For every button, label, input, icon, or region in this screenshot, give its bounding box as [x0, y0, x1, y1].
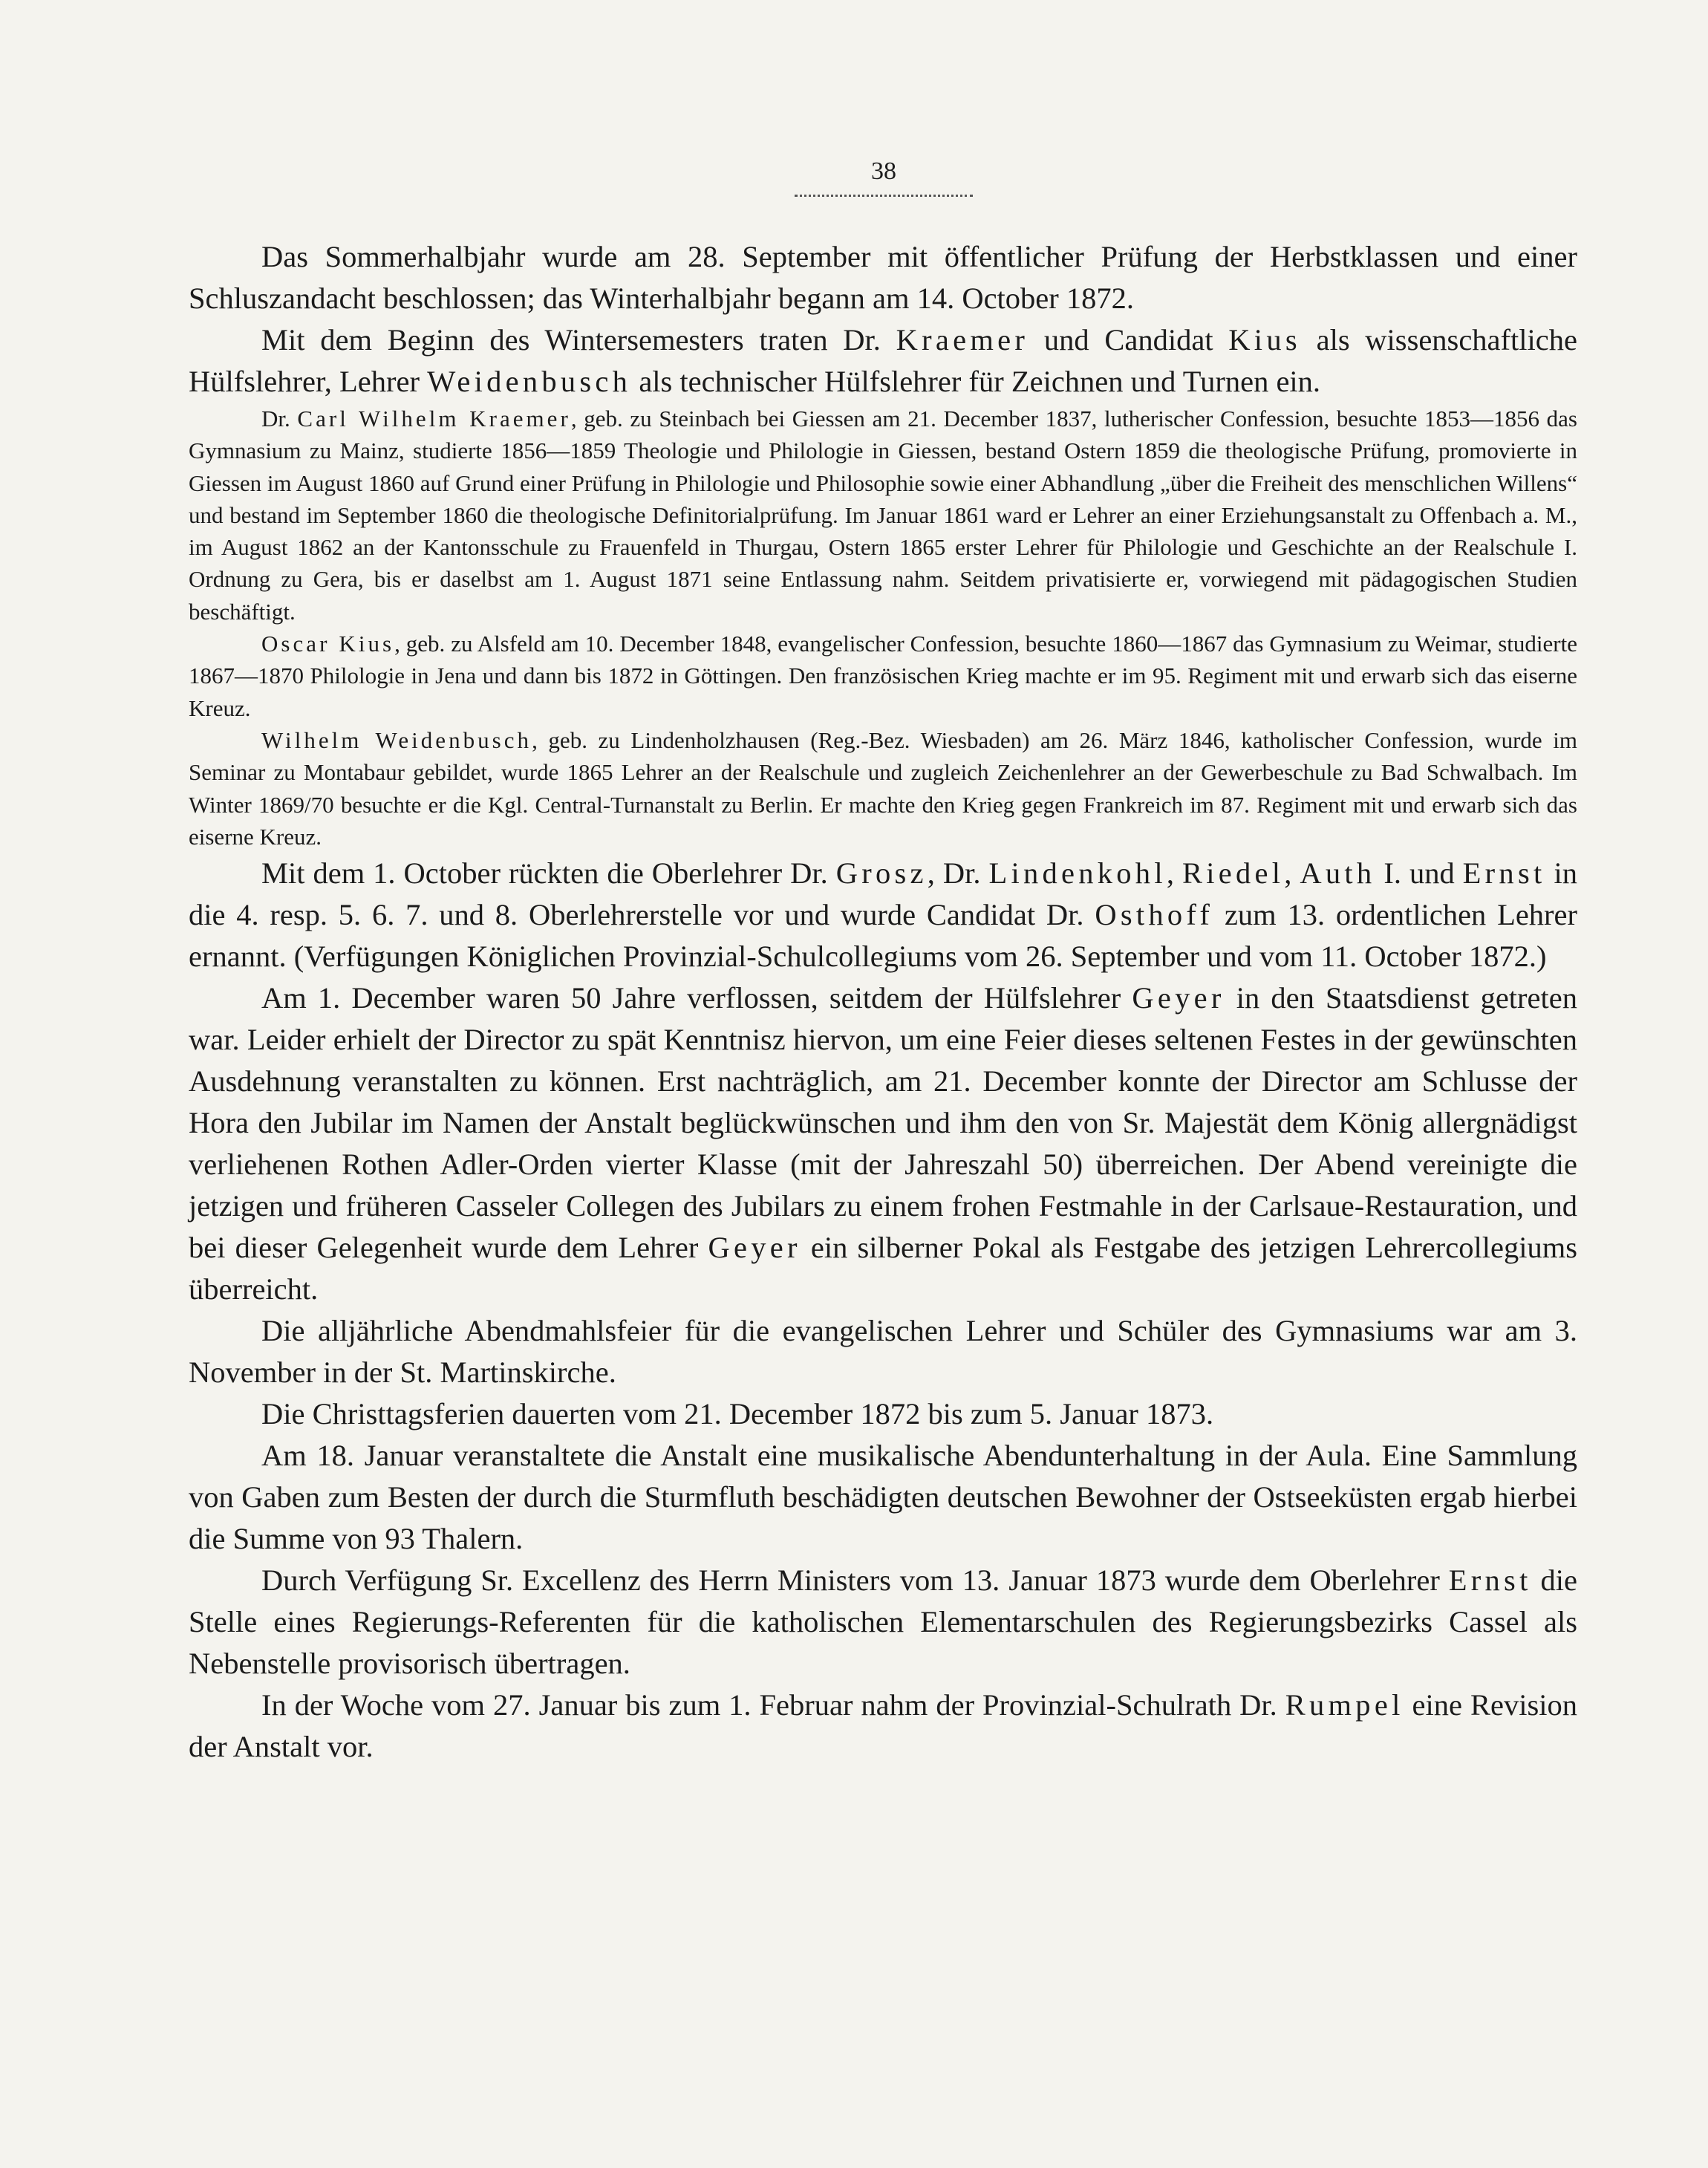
- spaced-name: Geyer: [1132, 981, 1225, 1015]
- paragraph: [189, 403, 1577, 628]
- paragraph: [189, 853, 1577, 977]
- spaced-name: Oscar Kius: [261, 631, 395, 657]
- paragraph: [189, 977, 1577, 1310]
- text-run: Am 1. December waren 50 Jahre verflossen, seitdem der Hülfslehrer: [261, 981, 1132, 1015]
- spaced-name: Wilhelm Weidenbusch: [261, 726, 532, 753]
- text-run: Durch Verfügung Sr. Excellenz des Herrn Ministers vom 13. Januar 1873 wurde dem Oberlehrer: [261, 1563, 1449, 1598]
- spaced-name: Osthoff: [1095, 898, 1214, 932]
- spaced-name: Riedel: [1181, 856, 1285, 891]
- text-run: Das Sommerhalbjahr wurde am 28. September mit öffentlicher Prüfung der Herbstklassen und einer Schluszandacht beschlossen; das Winterhalbjahr begann am 14. October 1872.: [189, 240, 1577, 315]
- text-run: Dr.: [261, 406, 298, 432]
- text-run: In der Woche vom 27. Januar bis zum 1. Februar nahm der Provinzial-Schulrath Dr.: [261, 1688, 1285, 1722]
- text-run: und Candidat: [1029, 323, 1229, 357]
- text-run: in den Staatsdienst getreten war. Leider erhielt der Director zu spät Kenntnisz hiervon, um eine Feier dieses seltenen Festes in der gewünschten Ausdehnung veranstalten zu können. Erst nachträglich, am 21. December konnte der Director am Schlusse der Hora den Jubilar im Namen der Anstalt beglückwünschen und ihm den von Sr. Majestät dem König allergnädigst verliehenen Rothen Adler-Orden vierter Klasse (mit der Jahreszahl 50) überreichen. Der Abend vereinigte die jetzigen und früheren Casseler Collegen des Jubilars zu einem frohen Festmahle in der Carlsaue-Restauration, und bei dieser Gelegenheit wurde dem Lehrer: [189, 981, 1577, 1265]
- text-run: , Dr.: [927, 856, 989, 891]
- spaced-name: Rumpel: [1285, 1688, 1404, 1722]
- spaced-name: Ernst: [1448, 1563, 1532, 1598]
- spaced-name: Geyer: [708, 1231, 801, 1265]
- text-run: in die 4. resp. 5. 6. 7. und 8. Oberlehrerstelle vor und wurde Candidat Dr.: [189, 856, 1577, 932]
- paragraph: [189, 319, 1577, 403]
- text-run: , geb. zu Alsfeld am 10. December 1848, evangelischer Confession, besuchte 1860—1867 das Gymnasium zu Weimar, studierte 1867—1870 Philologie in Jena und dann bis 1872 in Göttingen. Den französischen Krieg machte er im 95. Regiment mit und erwarb sich das eiserne Kreuz.: [189, 631, 1577, 721]
- spaced-name: Lindenkohl: [988, 856, 1167, 891]
- text-run: , geb. zu Steinbach bei Giessen am 21. December 1837, lutherischer Confession, besuchte 1853—1856 das Gymnasium zu Mainz, studierte 1856—1859 Theologie und Philologie in Giessen, bestand Ostern 1859 die theologische Prüfung, promovierte in Giessen im August 1860 auf Grund einer Prüfung in Philologie und Philosophie sowie einer Abhandlung „über die Freiheit des menschlichen Willens“ und bestand im September 1860 die theologische Definitorialprüfung. Im Januar 1861 ward er Lehrer an einer Erziehungsanstalt zu Offenbach a. M., im August 1862 an der Kantonsschule zu Frauenfeld in Thurgau, Ostern 1865 erster Lehrer für Philologie und Geschichte an der Realschule I. Ordnung zu Gera, bis er daselbst am 1. August 1871 seine Entlassung nahm. Seitdem privatisierte er, vorwiegend mit pädagogischen Studien beschäftigt.: [189, 406, 1577, 625]
- text-run: Die Christtagsferien dauerten vom 21. December 1872 bis zum 5. Januar 1873.: [261, 1397, 1214, 1431]
- text-run: eine Revision der Anstalt vor.: [189, 1688, 1577, 1764]
- text-run: Am 18. Januar veranstaltete die Anstalt eine musikalische Abendunterhaltung in der Aula. Eine Sammlung von Gaben zum Besten der durch die Sturmfluth beschädigten deutschen Bewohner der Ostseeküsten ergab hierbei die Summe von 93 Thalern.: [189, 1439, 1577, 1556]
- paragraph: [189, 1435, 1577, 1560]
- page-number-ornament: [795, 187, 973, 197]
- text-run: zum 13. ordentlichen Lehrer ernannt. (Verfügungen Königlichen Provinzial-Schulcollegiums vom 26. September und vom 11. October 1872.): [189, 898, 1577, 974]
- text-run: I. und: [1375, 856, 1463, 891]
- text-run: ,: [1166, 856, 1182, 891]
- text-run: ein silberner Pokal als Festgabe des jetzigen Lehrercollegiums überreicht.: [189, 1231, 1577, 1306]
- spaced-name: Grosz: [835, 856, 928, 891]
- text-run: als wissenschaftliche Hülfslehrer, Lehrer: [189, 323, 1577, 398]
- paragraph: [189, 1310, 1577, 1393]
- paragraph: [189, 236, 1577, 319]
- text-run: als technischer Hülfslehrer für Zeichnen und Turnen ein.: [631, 365, 1321, 398]
- spaced-name: Kraemer: [896, 323, 1029, 357]
- spaced-name: Weidenbusch: [427, 365, 632, 398]
- spaced-name: Auth: [1300, 856, 1376, 891]
- text-run: Die alljährliche Abendmahlsfeier für die evangelischen Lehrer und Schüler des Gymnasiums war am 3. November in der St. Martinskirche.: [189, 1314, 1577, 1390]
- body-text: [189, 236, 1577, 1768]
- spaced-name: Ernst: [1462, 856, 1546, 891]
- text-run: Mit dem 1. October rückten die Oberlehrer Dr.: [261, 856, 836, 891]
- spaced-name: Kius: [1228, 323, 1301, 357]
- spaced-name: Carl Wilhelm Kraemer: [297, 406, 571, 432]
- text-run: die Stelle eines Regierungs-Referenten für die katholischen Elementarschulen des Regierungsbezirks Cassel als Nebenstelle provisorisch übertragen.: [189, 1563, 1577, 1681]
- paragraph: [189, 1560, 1577, 1684]
- page-number-text: 38: [871, 157, 896, 185]
- paragraph: [189, 724, 1577, 853]
- paragraph: [189, 1684, 1577, 1768]
- paragraph: [189, 628, 1577, 724]
- page-number: [772, 157, 995, 197]
- text-run: Mit dem Beginn des Wintersemesters traten Dr.: [261, 323, 896, 357]
- text-run: ,: [1284, 856, 1300, 891]
- text-run: , geb. zu Lindenholzhausen (Reg.-Bez. Wiesbaden) am 26. März 1846, katholischer Confession, wurde im Seminar zu Montabaur gebildet, wurde 1865 Lehrer an der Realschule und zugleich Zeichenlehrer an der Gewerbeschule zu Bad Schwalbach. Im Winter 1869/70 besuchte er die Kgl. Central-Turnanstalt zu Berlin. Er machte den Krieg gegen Frankreich im 87. Regiment mit und erwarb sich das eiserne Kreuz.: [189, 726, 1577, 850]
- paragraph: [189, 1393, 1577, 1435]
